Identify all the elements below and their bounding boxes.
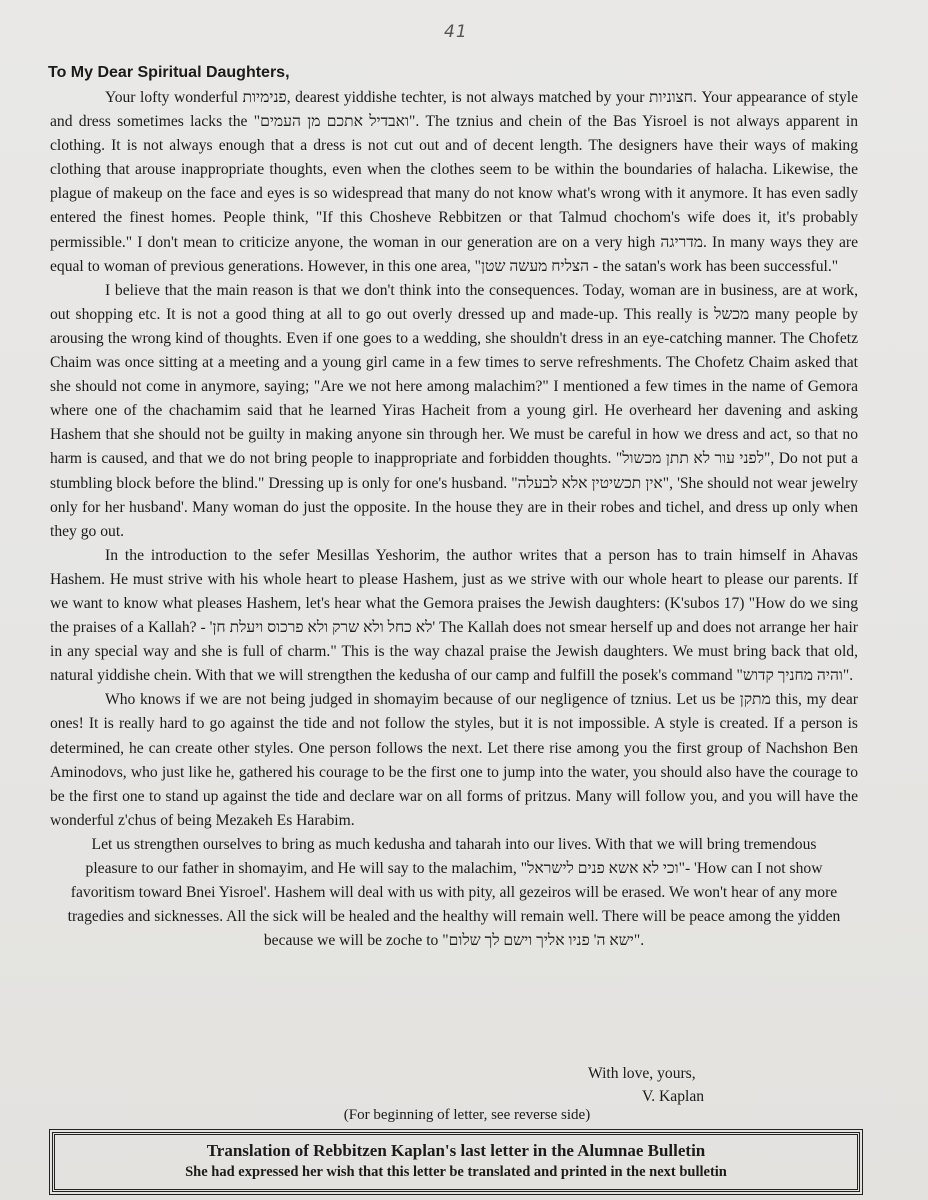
footer-caption-box (52, 1132, 860, 1192)
signature-closing: With love, yours, (588, 1065, 696, 1082)
footer-caption-title: Translation of Rebbitzen Kaplan's last letter in the Alumnae Bulletin (206, 1141, 706, 1160)
handwritten-page-number: 41 (444, 22, 468, 42)
letter-paragraph-1: Your lofty wonderful פנימיות, dearest yiddishe techter, is not always matched by your חצוניות. Your appearance of style and dress sometimes lacks the "ואבדיל אתכם מן העמים". The tznius and chein of the Bas Yisroel is not always apparent in clothing. It is not always enough that a dress is not cut out and of decent length. The designers have their ways of making clothing that arouse inappropriate thoughts, even when the clothes seem to be within the boundaries of halacha. Likewise, the plague of makeup on the face and eyes is so widespread that many do not know what's wrong with it anymore. It has even sadly entered the finest homes. People think, "If this Chosheve Rebbitzen or that Talmud chochom's wife does it, it's probably permissible." I don't mean to criticize anyone, the woman in our generation are on a very high מדריגה. In many ways they are equal to woman of previous generations. However, in this one area, "הצליח מעשה שטן - the satan's work has been successful." (50, 89, 859, 275)
reverse-side-note: (For beginning of letter, see reverse side) (343, 1107, 591, 1123)
signature-name: V. Kaplan (642, 1088, 705, 1105)
letter-paragraph-3: In the introduction to the sefer Mesillas Yeshorim, the author writes that a person has to train himself in Ahavas Hashem. He must strive with his whole heart to please Hashem, just as we strive with our whole heart to please our parents. If we want to know what pleases Hashem, let's hear what the Gemora praises the Jewish daughters: (K'subos 17) "How do we sing the praises of a Kallah? - 'לא כחל ולא שרק ולא פרכוס ויעלת חן' The Kallah does not smear herself up and does not arrange her hair in any special way and she is full of charm." This is the way chazal praise the Jewish daughters. We must bring back that old, natural yiddishe chein. With that we will strengthen the kedusha of our camp and fulfill the posek's command "והיה מחניך קדוש". (50, 546, 858, 685)
letter-paragraph-4: Who knows if we are not being judged in shomayim because of our negligence of tznius. Let us be מתקן this, my dear ones! It is really hard to go against the tide and not follow the styles, but it is not impossible. A style is created. If a person is determined, he can create other styles. One person follows the next. Let there rise among you the first group of Nachshon Ben Aminodovs, who just like he, gathered his courage to be the first one to jump into the water, you should also have the courage to be the first one to stand up against the tide and declare war on all forms of pritzus. Many will follow you, and you will have the wonderful z'chus of being Mezakeh Es Harabim. (50, 691, 859, 829)
footer-caption-subtitle: She had expressed her wish that this letter be translated and printed in the next bulletin (185, 1164, 727, 1180)
letter-paragraph-5: Let us strengthen ourselves to bring as much kedusha and taharah into our lives. With that we will bring tremendous pleasure to our father in shomayim, and He will say to the malachim, "וכי לא אשא פנים לישראל"- 'How can I not show favoritism toward Bnei Yisroel'. Hashem will deal with us with pity, all gezeiros will be erased. We won't hear of any more tragedies and sicknesses. All the sick will be healed and the healthy will remain well. There will be peace among the yidden because we will be zoche to "ישא ה' פניו אליך וישם לך שלום". (67, 835, 841, 950)
letter-body (50, 86, 858, 953)
letter-paragraph-2: I believe that the main reason is that we don't think into the consequences. Today, woman are in business, are at work, out shopping etc. It is not a good thing at all to go out overly dressed up and made-up. This really is מכשל many people by arousing the wrong kind of thoughts. Even if one goes to a wedding, she shouldn't dress in an eye-catching manner. The Chofetz Chaim was once sitting at a meeting and a young girl came in a few times to serve refreshments. The Chofetz Chaim asked that she should not come in anymore, saying; "Are we not here among malachim?" I mentioned a few times in the name of Gemora where one of the chachamim said that he learned Yiras Hacheit from a young girl. He overheard her davening and asking Hashem that she should not be guilty in making anyone sin through her. We must be careful in how we dress and act, so that no harm is caused, and that we do not bring people to inappropriate and forbidden thoughts. "לפני עור לא תתן מכשול", Do not put a stumbling block before the blind." Dressing up is only for one's husband. "אין תכשיטין אלא לבעלה", 'She should not wear jewelry only for her husband'. Many woman do just the opposite. In the house they are in their robes and tichel, and dress up only when they go out. (50, 281, 858, 540)
salutation-heading: To My Dear Spiritual Daughters, (48, 64, 290, 81)
